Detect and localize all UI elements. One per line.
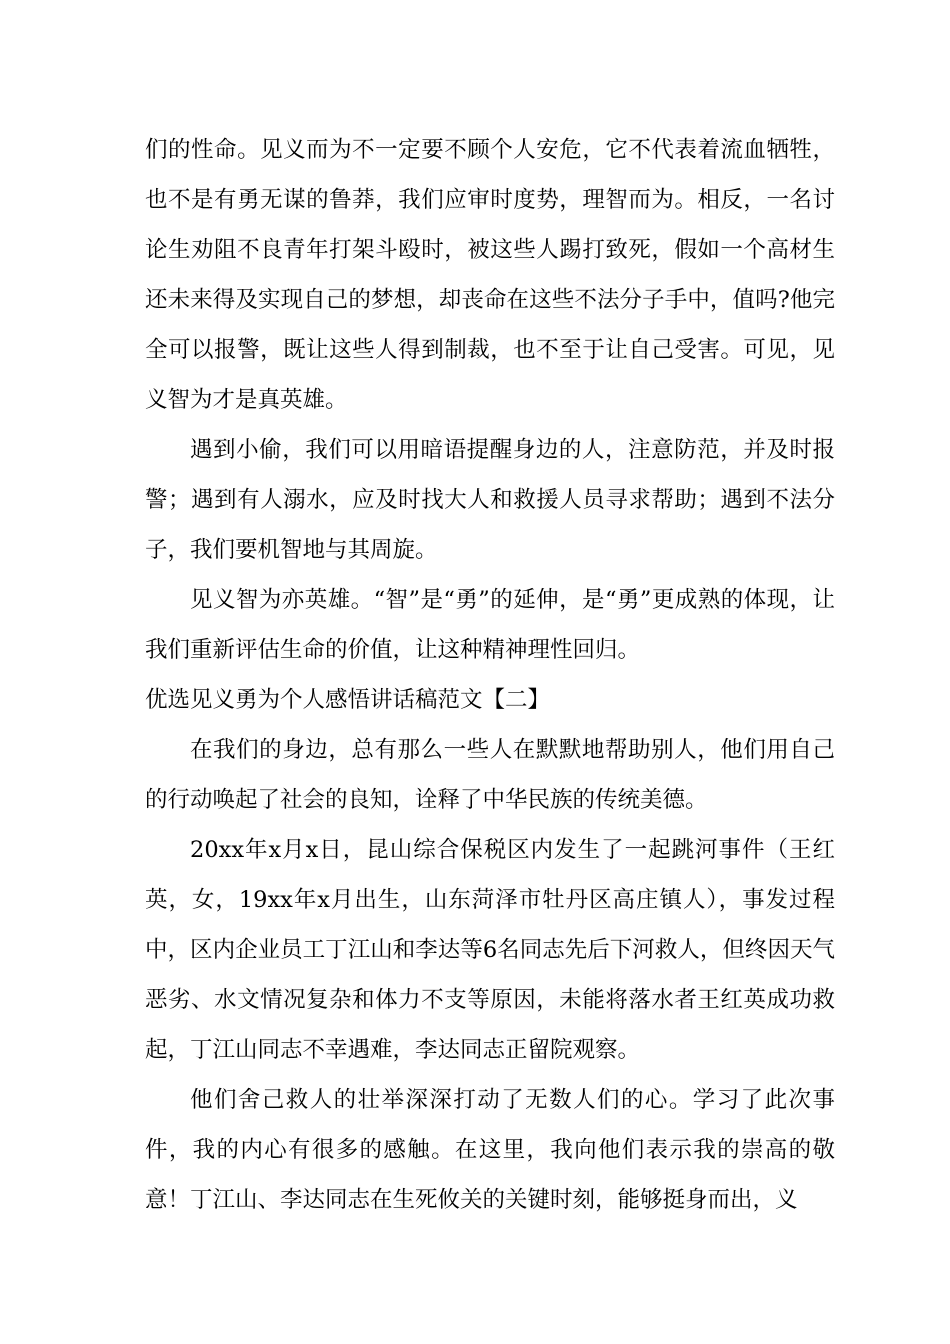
paragraph-2: 遇到小偷，我们可以用暗语提醒身边的人，注意防范，并及时报警；遇到有人溺水，应及时找大人和救援人员寻求帮助；遇到不法分子，我们要机智地与其周旋。 [145, 437, 835, 563]
paragraph-3: 见义智为亦英雄。“智”是“勇”的延伸，是“勇”更成熟的体现，让我们重新评估生命的价值，让这种精神理性回归。 [145, 587, 835, 663]
paragraph-1: 们的性命。见义而为不一定要不顾个人安危，它不代表着流血牺牲，也不是有勇无谋的鲁莽，我们应审时度势，理智而为。相反，一名讨论生劝阻不良青年打架斗殴时，被这些人踢打致死，假如一个高材生还未来得及实现自己的梦想，却丧命在这些不法分子手中，值吗?他完全可以报警，既让这些人得到制裁，也不至于让自己受害。可见，见义智为才是真英雄。 [145, 137, 835, 413]
paragraph-5: 20xx年x月x日，昆山综合保税区内发生了一起跳河事件（王红英，女，19xx年x月出生，山东菏泽市牡丹区高庄镇人），事发过程中，区内企业员工丁江山和李达等6名同志先后下河救人，但终因天气恶劣、水文情况复杂和体力不支等原因，未能将落水者王红英成功救起，丁江山同志不幸遇难，李达同志正留院观察。 [145, 837, 835, 1063]
paragraph-4: 在我们的身边，总有那么一些人在默默地帮助别人，他们用自己的行动唤起了社会的良知，诠释了中华民族的传统美德。 [145, 737, 835, 813]
document-body [145, 125, 835, 1225]
paragraph-6: 他们舍己救人的壮举深深打动了无数人们的心。学习了此次事件，我的内心有很多的感触。在这里，我向他们表示我的崇高的敬意！丁江山、李达同志在生死攸关的关键时刻，能够挺身而出，义 [145, 1087, 835, 1213]
section-heading: 优选见义勇为个人感悟讲话稿范文【二】 [145, 687, 551, 713]
